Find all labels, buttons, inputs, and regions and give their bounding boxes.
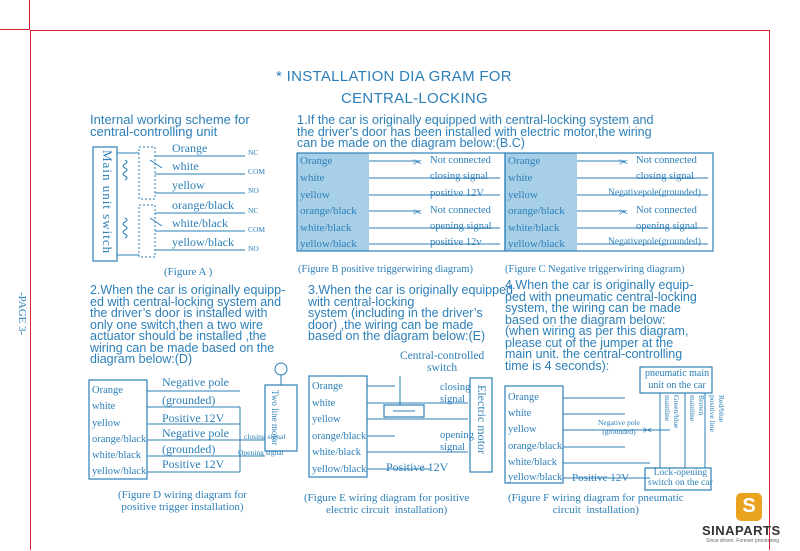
figD-label: Positive 12V <box>162 457 225 471</box>
page-title: * INSTALLATION DIA GRAM FOR <box>276 68 512 85</box>
figC-signal: Negativepole(grounded) <box>608 188 701 198</box>
page-label: -PAGE 3- <box>16 292 28 336</box>
figC-signal: Not connected <box>636 205 697 216</box>
figD-label: Negative pole <box>162 375 229 389</box>
figA-unit-label: Main unit switch <box>100 150 115 255</box>
figF-wire: yellow <box>508 424 537 435</box>
figA-heading: Internal working scheme for central-controlling unit <box>90 112 250 139</box>
figB-wire: white/black <box>300 222 352 234</box>
figD-heading: 2.When the car is originally equipp- ed with central-locking system and the driver’s door is installed with only one switch,then a two wire actuator should be installed ,the wiring can be made based on the diagram below:(D) <box>90 283 286 366</box>
scissor-icon: ✂ <box>413 206 423 219</box>
figA-contact: NC <box>248 148 259 157</box>
figA-contact: NC <box>248 206 259 215</box>
figD-caption: (Figure D wiring diagram for positive trigger installation) <box>118 489 247 513</box>
figC-signal: opening signal <box>636 221 698 232</box>
scissor-icon: ✂ <box>619 206 629 219</box>
figD-label: (grounded) <box>162 393 216 407</box>
figF-positive: Positive 12V <box>572 472 630 484</box>
figF-wire: white/black <box>508 457 557 468</box>
figE-positive: Positive 12V <box>386 460 449 474</box>
figC-wire: Orange <box>508 155 541 167</box>
figC-wire: orange/black <box>508 205 565 217</box>
figA-contact: NO <box>248 244 259 253</box>
figE-caption: (Figure E wiring diagram for positive electric circuit installation) <box>304 492 470 516</box>
figB-signal: closing signal <box>430 171 489 182</box>
figA-wire: white <box>172 159 199 173</box>
brand-name: SINAPARTS <box>702 523 781 538</box>
figF-wire: yellow/black <box>508 472 563 483</box>
figA-wire: yellow/black <box>172 235 234 249</box>
figA-wire: white/black <box>172 216 228 230</box>
figD-motor-label: Two line motor <box>270 390 280 446</box>
figB-signal: opening signal <box>430 221 492 232</box>
figC-signal: closing signal <box>636 171 695 182</box>
scissor-icon: ✂ <box>643 424 653 437</box>
figA-wire: Orange <box>172 141 208 155</box>
scissor-icon: ✂ <box>619 156 629 169</box>
figA-contact: NO <box>248 186 259 195</box>
figF-green: Green/blue mainline <box>663 395 681 429</box>
figF-brown: Brown mainline <box>688 395 706 422</box>
figE-opening: opening signal <box>440 430 474 453</box>
figC-wire: white/black <box>508 222 560 234</box>
figD-wire: white <box>92 401 116 412</box>
figD-wire: white/black <box>92 450 141 461</box>
figD-wire: Orange <box>92 385 123 396</box>
figE-closing: closing signal <box>440 382 471 405</box>
figD-wire: yellow/black <box>92 466 147 477</box>
figE-wire: white/black <box>312 447 361 458</box>
figC-signal: Negativepole(grounded) <box>608 237 701 247</box>
figF-negative: Negative pole (grounded) <box>598 418 640 436</box>
figF-wire: white <box>508 408 532 419</box>
figB-caption: (Figure B positive triggerwiring diagram) <box>298 264 473 275</box>
brand-logo-icon: S <box>736 493 762 521</box>
figE-heading: 3.When the car is originally equipped with central-locking system (including in the driver’s door) ,the wiring can be made based on the diagram below:(E) <box>308 283 513 343</box>
figB-wire: white <box>300 172 325 184</box>
figF-wire: Orange <box>508 392 539 403</box>
figD-wire: yellow <box>92 418 121 429</box>
figF-caption: (Figure F wiring diagram for pneumatic circuit installation) <box>508 492 684 516</box>
figF-heading: 4.When the car is originally equip- ped with pneumatic central-locking system, the wiring can be made based on the diagram below: (when wiring as per this diagram, please cut of the jumper at the main unit. the central-controlling time is 4 seconds): <box>505 278 697 373</box>
figE-wire: Orange <box>312 381 343 392</box>
figC-wire: white <box>508 172 533 184</box>
figD-label: Positive 12V <box>162 411 225 425</box>
figC-signal: Not connected <box>636 155 697 166</box>
figB-wire: Orange <box>300 155 333 167</box>
figE-switch-label: Central-controlled switch <box>400 350 485 374</box>
figB-signal: positive 12V <box>430 188 484 199</box>
figF-lock-switch: Lock-opening switch on the car <box>648 468 713 488</box>
figC-wire: yellow <box>508 189 538 201</box>
page-subtitle: CENTRAL-LOCKING <box>341 90 489 107</box>
figB-heading: 1.If the car is originally equipped with central-locking system and the driver’s door has been installed with electric motor,the wiring can be made on the diagram below:(B.C) <box>297 113 654 150</box>
figF-red: Red/blue positive line <box>708 395 726 432</box>
figC-wire: yellow/black <box>508 238 565 250</box>
figA-wire: yellow <box>172 178 205 192</box>
figA-contact: COM <box>248 225 266 234</box>
figE-wire: yellow <box>312 414 341 425</box>
figD-wire: orange/black <box>92 434 147 445</box>
scissor-icon: ✂ <box>413 156 423 169</box>
figE-wire: white <box>312 398 336 409</box>
figB-signal: positive 12v <box>430 237 482 248</box>
figB-wire: yellow/black <box>300 238 357 250</box>
brand-tagline: Since driven. Forever processing <box>706 538 780 544</box>
figB-wire: yellow <box>300 189 330 201</box>
figD-label: (grounded) <box>162 442 216 456</box>
figC-caption: (Figure C Negative triggerwiring diagram) <box>505 264 685 275</box>
figE-motor: Electric motor <box>475 385 489 454</box>
figE-wire: orange/black <box>312 431 367 442</box>
figF-pneumatic: pneumatic main unit on the car <box>645 368 710 391</box>
figD-opening: Opening signal <box>238 448 284 457</box>
figE-wire: yellow/black <box>312 464 367 475</box>
figB-signal: Not connected <box>430 155 491 166</box>
figD-closing: closing signal <box>244 432 286 441</box>
figA-wire: orange/black <box>172 198 234 212</box>
figD-label: Negative pole <box>162 426 229 440</box>
figB-wire: orange/black <box>300 205 357 217</box>
figA-contact: COM <box>248 167 266 176</box>
figA-caption: (Figure A ) <box>164 266 213 278</box>
figB-signal: Not connected <box>430 205 491 216</box>
figF-wire: orange/black <box>508 441 563 452</box>
